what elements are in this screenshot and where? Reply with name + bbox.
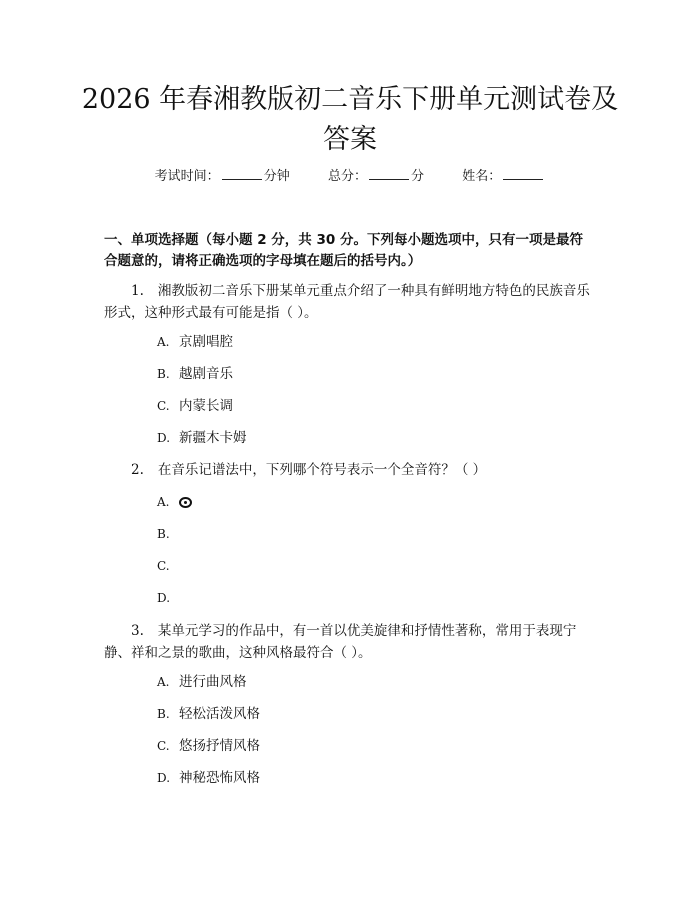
question-text: 湘教版初二音乐下册某单元重点介绍了一种具有鲜明地方特色的民族音乐形式，这种形式最有可能是指（ ）。 bbox=[104, 283, 590, 321]
question-text: 在音乐记谱法中，下列哪个符号表示一个全音符？（ ） bbox=[157, 462, 487, 478]
document-title: 2026 年春湘教版初二音乐下册单元测试卷及答案 bbox=[81, 84, 619, 155]
question-number: 3. bbox=[131, 623, 144, 639]
whole-note-icon bbox=[179, 497, 192, 508]
time-label: 考试时间： bbox=[154, 169, 220, 184]
question-1-option-b: B. 越剧音乐 bbox=[157, 366, 233, 382]
score-label: 总分： bbox=[327, 169, 367, 184]
time-blank bbox=[222, 167, 262, 180]
question-2-option-c: C. bbox=[157, 559, 170, 573]
question-text: 某单元学习的作品中，有一首以优美旋律和抒情性著称，常用于表现宁静、祥和之景的歌曲，这种风格最符合（ ）。 bbox=[104, 623, 577, 661]
question-3-option-d: D. 神秘恐怖风格 bbox=[157, 770, 260, 786]
name-blank bbox=[503, 167, 543, 180]
question-2-option-a: A. bbox=[157, 492, 192, 512]
time-unit: 分钟 bbox=[263, 169, 290, 184]
question-3-option-c: C. 悠扬抒情风格 bbox=[157, 738, 260, 754]
question-3-option-a: A. 进行曲风格 bbox=[157, 674, 247, 690]
question-1 bbox=[104, 280, 596, 324]
question-3-option-b: B. 轻松活泼风格 bbox=[157, 706, 260, 722]
question-number: 1. bbox=[131, 283, 144, 299]
question-2-option-d: D. bbox=[157, 591, 171, 605]
question-1-option-c: C. 内蒙长调 bbox=[157, 398, 233, 414]
name-label: 姓名： bbox=[462, 169, 502, 184]
question-2 bbox=[104, 459, 596, 481]
question-3 bbox=[104, 620, 596, 664]
section-heading: 一、单项选择题（每小题 2 分，共 30 分。下列每小题选项中，只有一项是最符合题意的，请将正确选项的字母填在题后的括号内。） bbox=[104, 232, 583, 269]
exam-info-line bbox=[0, 167, 700, 187]
score-unit: 分 bbox=[411, 169, 425, 184]
question-2-option-b: B. bbox=[157, 527, 170, 541]
question-number: 2. bbox=[131, 462, 144, 478]
question-1-option-d: D. 新疆木卡姆 bbox=[157, 430, 247, 446]
score-blank bbox=[369, 167, 409, 180]
question-1-option-a: A. 京剧唱腔 bbox=[157, 334, 233, 350]
